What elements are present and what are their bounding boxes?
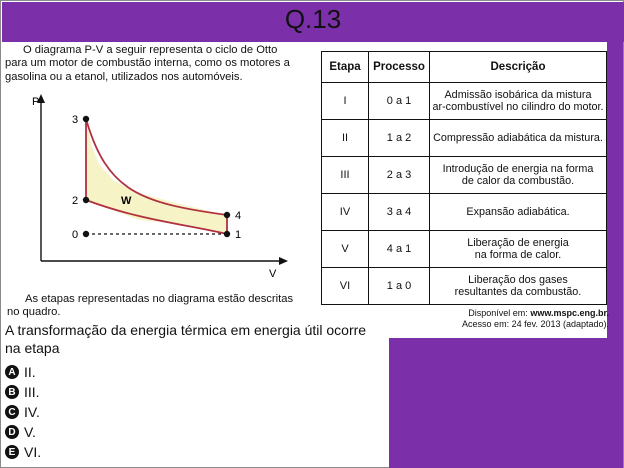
option-a[interactable] bbox=[5, 362, 205, 382]
v-axis-label: V bbox=[269, 268, 277, 280]
cycle-point-4 bbox=[224, 212, 230, 218]
question-line: A transformação da energia térmica em energia útil ocorre bbox=[5, 322, 367, 338]
header-etapa: Etapa bbox=[322, 52, 369, 83]
access-label: Acesso em: bbox=[462, 319, 510, 329]
table-row bbox=[322, 231, 607, 268]
source-label: Disponível em: bbox=[468, 308, 528, 318]
descricao-line: Expansão adiabática. bbox=[466, 205, 570, 218]
cell-etapa: IV bbox=[322, 194, 369, 231]
cell-etapa: III bbox=[322, 157, 369, 194]
p-axis-label: P bbox=[32, 96, 40, 108]
cell-descricao bbox=[430, 157, 607, 194]
cycle-point-1 bbox=[224, 231, 230, 237]
access-date: 24 fev. 2013 (adaptado). bbox=[511, 319, 609, 329]
option-e[interactable] bbox=[5, 442, 205, 462]
table-row bbox=[322, 120, 607, 157]
decorative-band-bottom bbox=[389, 338, 623, 468]
descricao-line: na forma de calor. bbox=[474, 249, 562, 261]
cell-processo: 1 a 2 bbox=[369, 120, 430, 157]
source-line bbox=[431, 308, 609, 319]
table-row bbox=[322, 157, 607, 194]
option-letter-badge: D bbox=[5, 425, 19, 439]
cell-processo: 2 a 3 bbox=[369, 157, 430, 194]
question-text bbox=[5, 321, 385, 357]
cycle-point-0 bbox=[83, 231, 89, 237]
descricao-line: Liberação de energia bbox=[467, 236, 569, 249]
cell-processo: 4 a 1 bbox=[369, 231, 430, 268]
decorative-band-right bbox=[607, 42, 623, 338]
option-letter-badge: C bbox=[5, 405, 19, 419]
steps-note bbox=[7, 293, 327, 318]
steps-note-line: no quadro. bbox=[7, 305, 61, 318]
option-letter-badge: E bbox=[5, 445, 19, 459]
table-row bbox=[322, 83, 607, 120]
descricao-line: Introdução de energia na forma bbox=[442, 162, 594, 175]
option-b[interactable] bbox=[5, 382, 205, 402]
cycle-point-2 bbox=[83, 197, 89, 203]
cell-processo: 1 a 0 bbox=[369, 268, 430, 305]
descricao-line: resultantes da combustão. bbox=[454, 286, 582, 298]
cell-etapa: II bbox=[322, 120, 369, 157]
cycle-point-label-2: 2 bbox=[72, 195, 79, 207]
intro-line: O diagrama P-V a seguir representa o ciclo de Otto bbox=[23, 44, 278, 56]
descricao-line: Liberação dos gases bbox=[468, 273, 568, 286]
cell-processo: 3 a 4 bbox=[369, 194, 430, 231]
table-row bbox=[322, 194, 607, 231]
work-label: W bbox=[121, 195, 132, 207]
option-text: IV. bbox=[24, 404, 40, 420]
option-letter-badge: A bbox=[5, 365, 19, 379]
option-text: II. bbox=[24, 364, 36, 380]
table-header-row bbox=[322, 52, 607, 83]
intro-line: para um motor de combustão interna, como os motores a bbox=[5, 57, 290, 70]
option-text: III. bbox=[24, 384, 40, 400]
access-line bbox=[431, 319, 609, 330]
cell-descricao bbox=[430, 120, 607, 157]
header-descricao: Descrição bbox=[430, 52, 607, 83]
header-processo: Processo bbox=[369, 52, 430, 83]
descricao-line: Admissão isobárica da mistura bbox=[444, 88, 592, 101]
cycle-point-label-0: 0 bbox=[72, 229, 79, 241]
option-d[interactable] bbox=[5, 422, 205, 442]
work-area bbox=[86, 119, 227, 234]
question-line: na etapa bbox=[5, 340, 60, 356]
source-note bbox=[431, 308, 609, 330]
cell-etapa: V bbox=[322, 231, 369, 268]
v-axis-arrow bbox=[279, 257, 288, 265]
intro-text bbox=[5, 44, 315, 84]
cycle-point-label-1: 1 bbox=[235, 229, 242, 241]
option-letter-badge: B bbox=[5, 385, 19, 399]
descricao-line: Compressão adiabática da mistura. bbox=[433, 131, 603, 144]
cell-descricao bbox=[430, 194, 607, 231]
slide-title: Q.13 bbox=[284, 4, 342, 34]
option-text: V. bbox=[24, 424, 36, 440]
cell-descricao bbox=[430, 268, 607, 305]
descricao-line: de calor da combustão. bbox=[461, 175, 575, 187]
source-url: www.mspc.eng.br. bbox=[530, 308, 609, 318]
cycle-point-label-3: 3 bbox=[72, 114, 79, 126]
title-bar bbox=[2, 2, 624, 42]
cell-descricao bbox=[430, 83, 607, 120]
option-c[interactable] bbox=[5, 402, 205, 422]
answer-options bbox=[5, 362, 205, 462]
cycle-point-label-4: 4 bbox=[235, 210, 242, 222]
cell-descricao bbox=[430, 231, 607, 268]
table-row bbox=[322, 268, 607, 305]
intro-line: gasolina ou a etanol, utilizados nos automóveis. bbox=[5, 70, 243, 83]
table-body bbox=[322, 83, 607, 305]
cell-etapa: I bbox=[322, 83, 369, 120]
descricao-line: ar-combustível no cilindro do motor. bbox=[432, 101, 604, 113]
process-table bbox=[321, 51, 607, 305]
option-text: VI. bbox=[24, 444, 42, 460]
pv-diagram bbox=[29, 89, 329, 284]
cycle-point-3 bbox=[83, 116, 89, 122]
cell-processo: 0 a 1 bbox=[369, 83, 430, 120]
steps-note-line: As etapas representadas no diagrama estão descritas bbox=[25, 293, 294, 305]
cell-etapa: VI bbox=[322, 268, 369, 305]
